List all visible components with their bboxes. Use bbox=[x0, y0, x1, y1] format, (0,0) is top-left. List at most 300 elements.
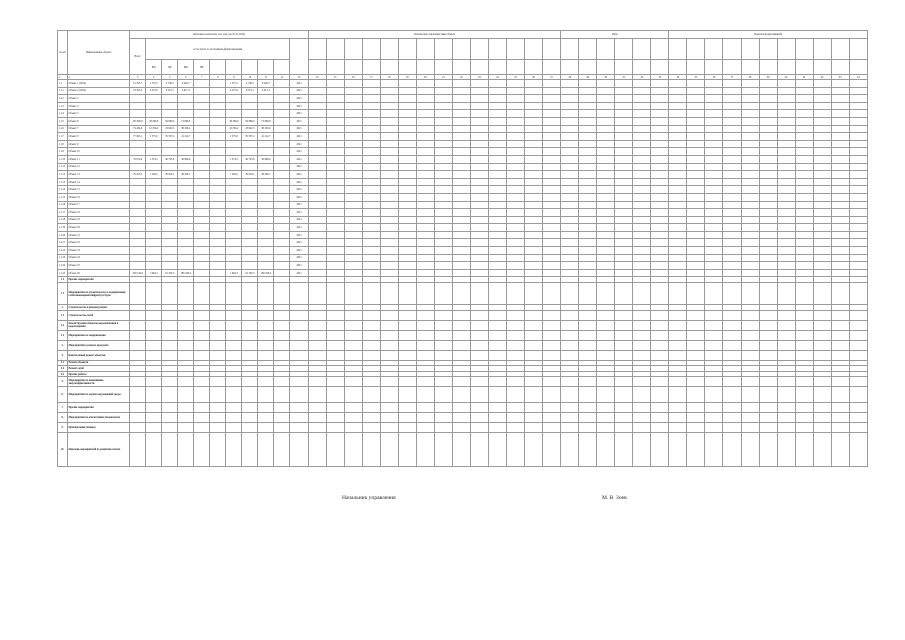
table-cell bbox=[434, 95, 452, 103]
table-cell bbox=[777, 133, 795, 141]
row-value: 94 869,0 bbox=[162, 117, 178, 125]
table-cell bbox=[326, 102, 344, 110]
table-cell bbox=[813, 117, 831, 125]
row-value bbox=[146, 178, 162, 186]
table-cell bbox=[506, 155, 524, 163]
table-cell bbox=[561, 413, 579, 423]
table-cell bbox=[759, 110, 777, 118]
table-cell bbox=[543, 413, 561, 423]
column-number: 32 bbox=[633, 75, 651, 80]
table-cell bbox=[210, 350, 226, 360]
table-cell bbox=[633, 216, 651, 224]
table-cell bbox=[651, 254, 669, 262]
row-no: 1.1.20 bbox=[58, 231, 68, 239]
table-cell bbox=[831, 413, 849, 423]
table-cell bbox=[344, 387, 362, 403]
row-value bbox=[194, 87, 210, 95]
table-cell bbox=[525, 163, 543, 171]
row-value bbox=[162, 178, 178, 186]
table-cell bbox=[723, 125, 741, 133]
table-cell bbox=[831, 269, 849, 277]
table-cell bbox=[759, 330, 777, 340]
row-value: 38 266,8 bbox=[146, 117, 162, 125]
row-value bbox=[162, 140, 178, 148]
table-cell bbox=[258, 330, 274, 340]
header-blank bbox=[210, 60, 226, 75]
table-cell bbox=[452, 269, 470, 277]
row-value: 4 475,9 bbox=[226, 87, 242, 95]
row-name: Объект 15 bbox=[68, 186, 130, 194]
row-name: Объект 5 bbox=[68, 110, 130, 118]
table-cell bbox=[651, 350, 669, 360]
table-cell bbox=[579, 95, 597, 103]
table-cell bbox=[470, 423, 488, 433]
table-cell bbox=[452, 95, 470, 103]
header-blank bbox=[488, 39, 506, 60]
table-cell bbox=[194, 433, 210, 467]
table-cell bbox=[543, 216, 561, 224]
table-cell bbox=[543, 163, 561, 171]
table-cell bbox=[561, 133, 579, 141]
table-cell bbox=[561, 423, 579, 433]
row-value bbox=[194, 186, 210, 194]
table-cell bbox=[308, 171, 326, 179]
table-cell bbox=[831, 247, 849, 255]
table-cell bbox=[162, 340, 178, 350]
header-vb: ВБ bbox=[194, 60, 210, 75]
table-cell bbox=[488, 239, 506, 247]
table-cell bbox=[813, 125, 831, 133]
row-year: 2021 bbox=[290, 231, 308, 239]
table-row bbox=[58, 102, 868, 110]
table-cell bbox=[452, 216, 470, 224]
row-value bbox=[242, 178, 258, 186]
table-cell bbox=[178, 320, 194, 330]
table-cell bbox=[849, 310, 867, 320]
section-no: 8. bbox=[58, 413, 68, 423]
table-cell bbox=[687, 254, 705, 262]
table-cell bbox=[543, 247, 561, 255]
table-cell bbox=[723, 102, 741, 110]
row-value bbox=[242, 186, 258, 194]
table-cell bbox=[705, 155, 723, 163]
table-cell bbox=[651, 340, 669, 350]
header-blank bbox=[543, 60, 561, 75]
table-cell bbox=[759, 171, 777, 179]
row-value bbox=[146, 140, 162, 148]
table-cell bbox=[226, 403, 242, 413]
table-cell bbox=[506, 125, 524, 133]
table-cell bbox=[543, 340, 561, 350]
table-cell bbox=[434, 110, 452, 118]
section-name: Ремонт объектов bbox=[68, 360, 130, 366]
row-value bbox=[194, 201, 210, 209]
table-cell bbox=[669, 423, 687, 433]
table-cell bbox=[543, 350, 561, 360]
table-cell bbox=[488, 216, 506, 224]
table-cell bbox=[831, 155, 849, 163]
row-value bbox=[194, 193, 210, 201]
table-cell bbox=[741, 350, 759, 360]
table-cell bbox=[543, 269, 561, 277]
row-value: 36 996,9 bbox=[178, 155, 194, 163]
row-value bbox=[242, 247, 258, 255]
header-blank bbox=[651, 60, 669, 75]
row-value bbox=[162, 231, 178, 239]
row-no: 1.1.1 bbox=[58, 87, 68, 95]
header-blank bbox=[543, 39, 561, 60]
row-value: 1 575,5 bbox=[146, 80, 162, 88]
table-cell bbox=[362, 254, 380, 262]
table-cell bbox=[615, 330, 633, 340]
table-cell bbox=[795, 403, 813, 413]
table-cell bbox=[669, 133, 687, 141]
table-cell bbox=[597, 269, 615, 277]
table-cell bbox=[705, 387, 723, 403]
table-cell bbox=[344, 340, 362, 350]
table-cell bbox=[597, 224, 615, 232]
table-row bbox=[58, 209, 868, 217]
row-value bbox=[274, 148, 290, 156]
table-row bbox=[58, 155, 868, 163]
row-value bbox=[258, 110, 274, 118]
row-value bbox=[162, 201, 178, 209]
table-cell bbox=[362, 201, 380, 209]
row-value: 12 354,2 bbox=[226, 125, 242, 133]
table-cell bbox=[488, 102, 506, 110]
row-value: 77 925,1 bbox=[130, 133, 146, 141]
table-row bbox=[58, 171, 868, 179]
table-cell bbox=[290, 377, 308, 387]
table-cell bbox=[290, 403, 308, 413]
table-cell bbox=[308, 433, 326, 467]
section-name: Мероприятия в рамках программ bbox=[68, 340, 130, 350]
table-cell bbox=[651, 403, 669, 413]
table-cell bbox=[308, 310, 326, 320]
header-blank bbox=[488, 60, 506, 75]
table-cell bbox=[344, 209, 362, 217]
column-number: 28 bbox=[561, 75, 579, 80]
table-row bbox=[58, 87, 868, 95]
row-value: 3 bbox=[130, 75, 146, 80]
table-cell bbox=[795, 216, 813, 224]
table-cell bbox=[543, 95, 561, 103]
section-name: Прочие мероприятия bbox=[68, 277, 130, 283]
table-cell bbox=[777, 117, 795, 125]
table-cell bbox=[741, 262, 759, 270]
table-cell bbox=[777, 95, 795, 103]
column-number: 24 bbox=[488, 75, 506, 80]
row-value bbox=[194, 254, 210, 262]
header-indicators: Показатели мероприятий bbox=[669, 31, 867, 39]
table-row bbox=[58, 247, 868, 255]
table-cell bbox=[579, 87, 597, 95]
table-cell bbox=[831, 340, 849, 350]
table-cell bbox=[651, 433, 669, 467]
table-cell bbox=[362, 433, 380, 467]
table-cell bbox=[741, 102, 759, 110]
table-cell bbox=[687, 269, 705, 277]
table-cell bbox=[687, 155, 705, 163]
table-cell bbox=[849, 171, 867, 179]
row-value bbox=[242, 163, 258, 171]
header-fb: ФБ bbox=[146, 60, 162, 75]
table-cell bbox=[705, 186, 723, 194]
table-cell bbox=[633, 433, 651, 467]
table-cell bbox=[651, 87, 669, 95]
table-cell bbox=[398, 87, 416, 95]
table-cell bbox=[615, 340, 633, 350]
header-blank bbox=[795, 39, 813, 60]
header-blank bbox=[597, 39, 615, 60]
table-cell bbox=[561, 95, 579, 103]
row-value bbox=[242, 193, 258, 201]
table-cell bbox=[210, 320, 226, 330]
row-value bbox=[226, 186, 242, 194]
row-value bbox=[194, 155, 210, 163]
table-cell bbox=[579, 224, 597, 232]
table-cell bbox=[561, 110, 579, 118]
table-cell bbox=[651, 209, 669, 217]
row-value bbox=[226, 209, 242, 217]
table-row bbox=[58, 216, 868, 224]
table-cell bbox=[741, 231, 759, 239]
row-value bbox=[226, 148, 242, 156]
table-cell bbox=[416, 178, 434, 186]
header-blank bbox=[831, 60, 849, 75]
section-name: Строительство и реконструкция bbox=[68, 305, 130, 311]
footer-position: Начальник управления bbox=[342, 495, 396, 501]
table-cell bbox=[579, 125, 597, 133]
table-cell bbox=[633, 155, 651, 163]
table-cell bbox=[326, 178, 344, 186]
row-value bbox=[178, 224, 194, 232]
table-cell bbox=[506, 140, 524, 148]
table-cell bbox=[813, 413, 831, 423]
table-cell bbox=[651, 193, 669, 201]
row-value: 5 bbox=[162, 75, 178, 80]
table-cell bbox=[687, 102, 705, 110]
table-cell bbox=[849, 193, 867, 201]
table-cell bbox=[506, 87, 524, 95]
row-value: 11 bbox=[258, 75, 274, 80]
table-cell bbox=[452, 133, 470, 141]
table-cell bbox=[615, 239, 633, 247]
table-cell bbox=[488, 163, 506, 171]
row-value bbox=[178, 231, 194, 239]
table-cell bbox=[543, 224, 561, 232]
table-cell bbox=[579, 262, 597, 270]
row-value bbox=[274, 102, 290, 110]
header-blank bbox=[326, 39, 344, 60]
table-cell bbox=[705, 231, 723, 239]
table-cell bbox=[242, 350, 258, 360]
table-cell bbox=[326, 163, 344, 171]
table-cell bbox=[434, 350, 452, 360]
table-cell bbox=[705, 117, 723, 125]
table-row bbox=[58, 140, 868, 148]
table-cell bbox=[416, 387, 434, 403]
row-value bbox=[146, 254, 162, 262]
table-cell bbox=[326, 433, 344, 467]
table-cell bbox=[380, 80, 398, 88]
table-cell bbox=[344, 283, 362, 305]
table-cell bbox=[194, 377, 210, 387]
row-value: 4 917,3 bbox=[178, 87, 194, 95]
table-cell bbox=[759, 320, 777, 330]
table-cell bbox=[488, 231, 506, 239]
table-cell bbox=[597, 209, 615, 217]
table-cell bbox=[344, 186, 362, 194]
table-cell bbox=[615, 110, 633, 118]
table-cell bbox=[398, 340, 416, 350]
table-cell bbox=[416, 186, 434, 194]
table-cell bbox=[669, 95, 687, 103]
table-cell bbox=[561, 239, 579, 247]
table-cell bbox=[777, 148, 795, 156]
table-cell bbox=[813, 178, 831, 186]
table-cell bbox=[651, 330, 669, 340]
table-cell bbox=[146, 423, 162, 433]
table-cell bbox=[597, 433, 615, 467]
row-value bbox=[130, 95, 146, 103]
row-value: 40 703,6 bbox=[162, 155, 178, 163]
row-value bbox=[226, 201, 242, 209]
table-cell bbox=[687, 117, 705, 125]
table-cell bbox=[274, 340, 290, 350]
table-cell bbox=[470, 125, 488, 133]
table-cell bbox=[741, 140, 759, 148]
header-blank bbox=[380, 39, 398, 60]
table-cell bbox=[434, 387, 452, 403]
header-blank bbox=[362, 39, 380, 60]
row-value bbox=[162, 224, 178, 232]
table-cell bbox=[669, 201, 687, 209]
table-cell bbox=[452, 186, 470, 194]
table-cell bbox=[849, 178, 867, 186]
table-cell bbox=[226, 350, 242, 360]
table-cell bbox=[308, 320, 326, 330]
row-value bbox=[226, 254, 242, 262]
table-cell bbox=[543, 209, 561, 217]
table-cell bbox=[470, 216, 488, 224]
table-cell bbox=[651, 80, 669, 88]
table-cell bbox=[813, 224, 831, 232]
table-cell bbox=[705, 193, 723, 201]
column-number: 30 bbox=[597, 75, 615, 80]
row-value bbox=[130, 247, 146, 255]
row-name: Объект 23 bbox=[68, 247, 130, 255]
table-cell bbox=[831, 102, 849, 110]
row-no: 1.1.3 bbox=[58, 102, 68, 110]
table-cell bbox=[669, 140, 687, 148]
row-year: 2021 bbox=[290, 110, 308, 118]
row-year: 2021 bbox=[290, 178, 308, 186]
table-cell bbox=[777, 254, 795, 262]
table-cell bbox=[687, 224, 705, 232]
table-cell bbox=[777, 330, 795, 340]
row-name: Объект 18 bbox=[68, 209, 130, 217]
table-cell bbox=[525, 186, 543, 194]
row-value bbox=[274, 224, 290, 232]
row-no: 1.1.23 bbox=[58, 254, 68, 262]
table-cell bbox=[669, 310, 687, 320]
row-no: 1.1.10 bbox=[58, 155, 68, 163]
table-cell bbox=[290, 413, 308, 423]
section-name: Реконструкция объектов водоснабжения и водоотведения bbox=[68, 320, 130, 330]
row-value: 4 475,9 bbox=[146, 87, 162, 95]
table-cell bbox=[705, 148, 723, 156]
table-cell bbox=[380, 423, 398, 433]
header-blank bbox=[525, 60, 543, 75]
table-cell bbox=[849, 216, 867, 224]
table-cell bbox=[380, 377, 398, 387]
table-cell bbox=[362, 330, 380, 340]
header-blank bbox=[308, 60, 326, 75]
table-cell bbox=[398, 140, 416, 148]
table-cell bbox=[687, 163, 705, 171]
table-cell bbox=[506, 320, 524, 330]
row-value bbox=[146, 247, 162, 255]
table-cell bbox=[344, 239, 362, 247]
table-cell bbox=[795, 231, 813, 239]
table-cell bbox=[308, 247, 326, 255]
header-blank bbox=[398, 60, 416, 75]
column-number: 14 bbox=[308, 75, 326, 80]
table-cell bbox=[651, 140, 669, 148]
table-cell bbox=[849, 403, 867, 413]
table-cell bbox=[633, 239, 651, 247]
table-cell bbox=[543, 155, 561, 163]
table-cell bbox=[178, 423, 194, 433]
section-no: 4.2 bbox=[58, 366, 68, 372]
table-cell bbox=[651, 133, 669, 141]
row-name: Объект 25 bbox=[68, 262, 130, 270]
row-value: 40 703,6 bbox=[242, 155, 258, 163]
table-cell bbox=[597, 178, 615, 186]
table-cell bbox=[777, 262, 795, 270]
table-cell bbox=[597, 423, 615, 433]
table-cell bbox=[705, 102, 723, 110]
row-value bbox=[210, 231, 226, 239]
table-cell bbox=[651, 102, 669, 110]
table-cell bbox=[633, 209, 651, 217]
row-value bbox=[242, 110, 258, 118]
table-cell bbox=[274, 433, 290, 467]
row-value: 91 350,3 bbox=[242, 269, 258, 277]
table-cell bbox=[633, 80, 651, 88]
table-cell bbox=[242, 283, 258, 305]
row-year: 2021 bbox=[290, 254, 308, 262]
table-cell bbox=[561, 254, 579, 262]
table-cell bbox=[723, 320, 741, 330]
table-cell bbox=[525, 350, 543, 360]
row-no: 1.1.2 bbox=[58, 95, 68, 103]
table-cell bbox=[831, 310, 849, 320]
table-cell bbox=[146, 377, 162, 387]
row-value bbox=[194, 262, 210, 270]
table-row bbox=[58, 262, 868, 270]
table-cell bbox=[687, 310, 705, 320]
table-cell bbox=[723, 80, 741, 88]
table-cell bbox=[813, 186, 831, 194]
row-value bbox=[210, 247, 226, 255]
row-value bbox=[258, 140, 274, 148]
table-cell bbox=[226, 310, 242, 320]
table-cell bbox=[759, 178, 777, 186]
row-year: 2021 bbox=[290, 209, 308, 217]
table-cell bbox=[146, 350, 162, 360]
